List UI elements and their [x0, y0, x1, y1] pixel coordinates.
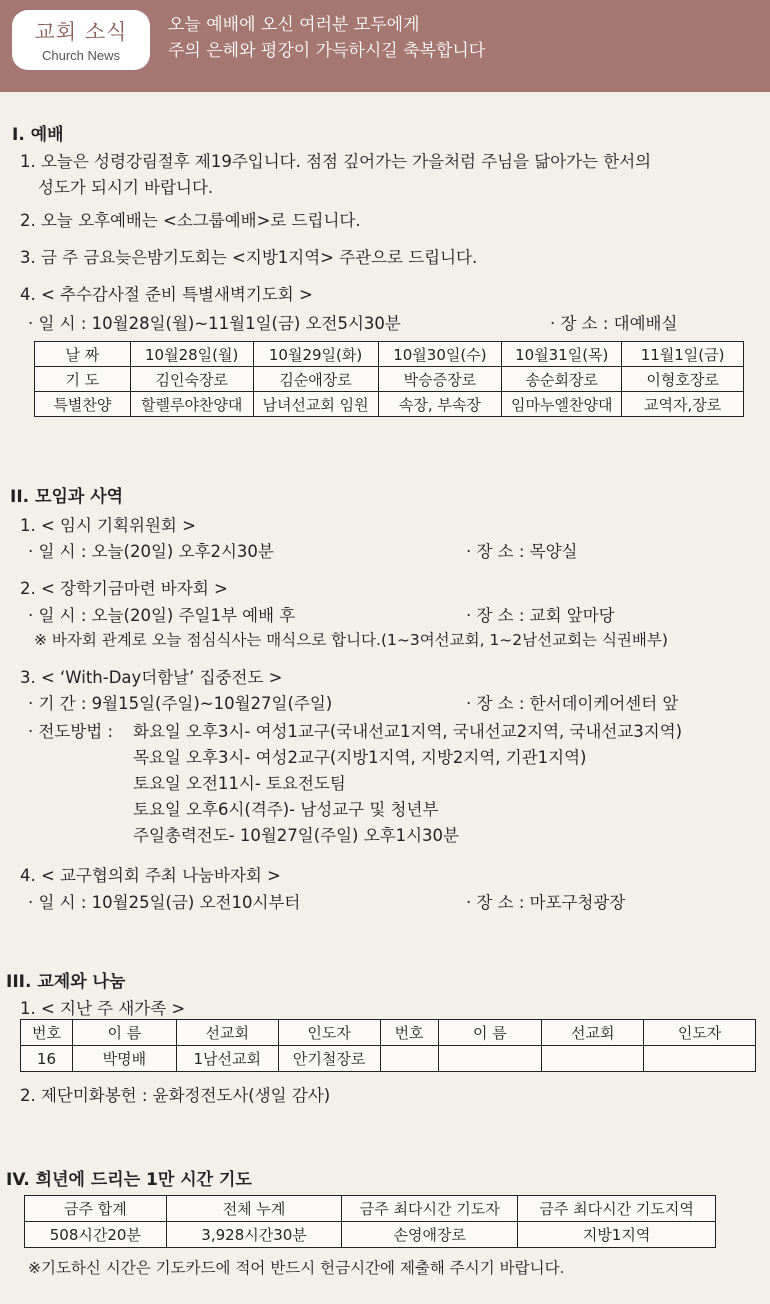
table-cell: 이형호장로: [622, 367, 744, 392]
gathering-3-title: 3. < ‘With-Day더함날’ 집중전도 >: [20, 668, 283, 687]
table-cell: 11월1일(금): [622, 342, 744, 367]
table-cell: 16: [21, 1046, 73, 1072]
prayer-note: ※기도하신 시간은 기도카드에 적어 반드시 헌금시간에 제출해 주시기 바랍니다.: [28, 1259, 565, 1277]
table-header-cell: 이 름: [72, 1020, 176, 1046]
worship-item-1-line-2: 성도가 되시기 바랍니다.: [38, 178, 214, 197]
table-header-cell: 금주 최다시간 기도자: [342, 1196, 518, 1222]
greeting-line-2: 주의 은혜와 평강이 가득하시길 축복합니다: [168, 41, 486, 61]
gathering-3-period: · 기 간 : 9월15일(주일)~10월27일(주일): [28, 694, 333, 713]
table-cell: 안기철장로: [278, 1046, 380, 1072]
greeting-line-1: 오늘 예배에 오신 여러분 모두에게: [168, 15, 420, 35]
gathering-1-time: · 일 시 : 오늘(20일) 오후2시30분: [28, 542, 274, 561]
table-row: [35, 342, 744, 367]
table-cell: 3,928시간30분: [166, 1222, 342, 1248]
table-cell: 남녀선교회 임원: [253, 392, 378, 417]
gathering-3-method-1: 화요일 오후3시- 여성1교구(국내선교1지역, 국내선교2지역, 국내선교3지역): [133, 722, 683, 741]
table-header-cell: 금주 합계: [25, 1196, 167, 1222]
worship-item-4-place: · 장 소 : 대예배실: [550, 314, 678, 333]
section-prayer-title: IV. 희년에 드리는 1만 시간 기도: [6, 1170, 252, 1190]
table-cell: 박승증장로: [378, 367, 502, 392]
table-cell: 김순애장로: [253, 367, 378, 392]
section-worship-title: I. 예배: [12, 125, 64, 145]
gathering-3-method-label: · 전도방법 :: [28, 722, 114, 741]
gathering-2-time: · 일 시 : 오늘(20일) 주일1부 예배 후: [28, 606, 296, 625]
table-cell: 10월31일(목): [502, 342, 622, 367]
worship-item-1-line-1: 1. 오늘은 성령강림절후 제19주입니다. 점점 깊어가는 가을처럼 주님을 닮아가는 한서의: [20, 152, 652, 171]
gathering-4-title: 4. < 교구협의회 주최 나눔바자회 >: [20, 866, 281, 885]
table-header-cell: 번호: [380, 1020, 438, 1046]
gathering-2-place: · 장 소 : 교회 앞마당: [466, 606, 615, 625]
table-cell: 10월28일(월): [130, 342, 253, 367]
table-header-cell: 이 름: [438, 1020, 542, 1046]
table-cell: 10월29일(화): [253, 342, 378, 367]
table-cell: [644, 1046, 756, 1072]
table-cell: 교역자,장로: [622, 392, 744, 417]
table-header-cell: 금주 최다시간 기도지역: [518, 1196, 716, 1222]
table-cell: 기 도: [35, 367, 131, 392]
prayer-schedule-table: [34, 341, 744, 417]
table-row: [35, 392, 744, 417]
table-header-cell: 인도자: [278, 1020, 380, 1046]
section-fellowship-title: III. 교제와 나눔: [6, 972, 126, 992]
gathering-3-method-4: 토요일 오후6시(격주)- 남성교구 및 청년부: [133, 800, 439, 819]
table-cell: 10월30일(수): [378, 342, 502, 367]
badge-subtitle: Church News: [41, 48, 121, 63]
fellowship-2: 2. 제단미화봉헌 : 윤화정전도사(생일 감사): [20, 1086, 331, 1105]
table-cell: 지방1지역: [518, 1222, 716, 1248]
table-cell: 할렐루야찬양대: [130, 392, 253, 417]
table-header-cell: 인도자: [644, 1020, 756, 1046]
table-row: [25, 1222, 716, 1248]
church-news-badge: [12, 10, 150, 70]
table-cell: 김인숙장로: [130, 367, 253, 392]
table-row: [21, 1046, 756, 1072]
table-row: [21, 1020, 756, 1046]
table-cell: 속장, 부속장: [378, 392, 502, 417]
gathering-1-title: 1. < 임시 기획위원회 >: [20, 516, 196, 535]
greeting: [168, 12, 485, 64]
table-cell: [380, 1046, 438, 1072]
worship-item-2: 2. 오늘 오후예배는 <소그룹예배>로 드립니다.: [20, 211, 361, 230]
badge-title: 교회 소식: [34, 20, 128, 44]
gathering-3-method-2: 목요일 오후3시- 여성2교구(지방1지역, 지방2지역, 기관1지역): [133, 748, 587, 767]
gathering-1-place: · 장 소 : 목양실: [466, 542, 578, 561]
gathering-4-time: · 일 시 : 10월25일(금) 오전10시부터: [28, 893, 301, 912]
prayer-hours-table: [24, 1195, 716, 1248]
table-cell: 송순회장로: [502, 367, 622, 392]
gathering-2-note: ※ 바자회 관계로 오늘 점심식사는 매식으로 합니다.(1~3여선교회, 1~2남선교회는 식권배부): [34, 631, 668, 649]
table-header-cell: 선교회: [542, 1020, 644, 1046]
table-cell: 1남선교회: [176, 1046, 278, 1072]
gathering-3-method-3: 토요일 오전11시- 토요전도팀: [133, 774, 346, 793]
table-cell: [542, 1046, 644, 1072]
table-row: [35, 367, 744, 392]
gathering-2-title: 2. < 장학기금마련 바자회 >: [20, 579, 228, 598]
worship-item-4-time: · 일 시 : 10월28일(월)~11월1일(금) 오전5시30분: [28, 314, 401, 333]
table-row: [25, 1196, 716, 1222]
gathering-3-method-5: 주일총력전도- 10월27일(주일) 오후1시30분: [133, 826, 459, 845]
table-cell: 특별찬양: [35, 392, 131, 417]
table-header-cell: 번호: [21, 1020, 73, 1046]
section-gatherings-title: II. 모임과 사역: [10, 487, 124, 507]
fellowship-1-title: 1. < 지난 주 새가족 >: [20, 999, 186, 1018]
table-cell: 508시간20분: [25, 1222, 167, 1248]
table-cell: 박명배: [72, 1046, 176, 1072]
gathering-4-place: · 장 소 : 마포구청광장: [466, 893, 626, 912]
table-cell: 날 짜: [35, 342, 131, 367]
header-banner: [0, 0, 770, 92]
table-header-cell: 선교회: [176, 1020, 278, 1046]
table-cell: [438, 1046, 542, 1072]
table-cell: 임마누엘찬양대: [502, 392, 622, 417]
table-cell: 손영애장로: [342, 1222, 518, 1248]
worship-item-3: 3. 금 주 금요늦은밤기도회는 <지방1지역> 주관으로 드립니다.: [20, 248, 478, 267]
worship-item-4-title: 4. < 추수감사절 준비 특별새벽기도회 >: [20, 285, 313, 304]
table-header-cell: 전체 누계: [166, 1196, 342, 1222]
gathering-3-place: · 장 소 : 한서데이케어센터 앞: [466, 694, 679, 713]
new-family-table: [20, 1019, 756, 1072]
